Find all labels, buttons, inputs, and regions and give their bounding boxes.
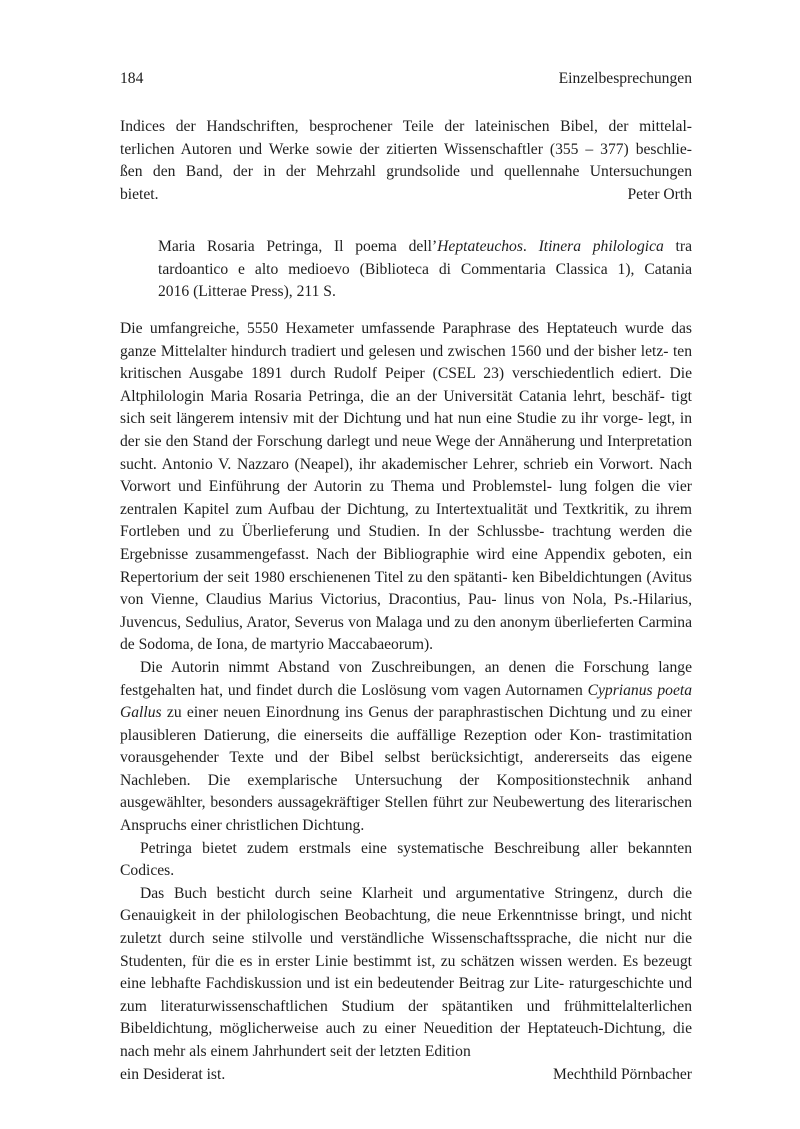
review-paragraph-1: Die umfangreiche, 5550 Hexameter umfassende Paraphrase des Heptateuch wurde das ganze Mittelalter hindurch tradiert und gelesen und zwischen 1560 und der bisher letz- ten kritischen Ausgabe 1891 durch Rudolf Peiper (CSEL 23) verschiedentlich ediert. Die Altphilologin Maria Rosaria Petringa, die an der Universität Catania lehrt, beschäf- tigt sich seit längerem intensiv mit der Dichtung und hat nun eine Studie zu ihr vorge- legt, in der sie den Stand der Forschung darlegt und neue Wege der Annäherung und Interpretation sucht. Antonio V. Nazzaro (Neapel), ihr akademischer Lehrer, schrieb ein Vorwort. Nach Vorwort und Einführung der Autorin zu Thema und Problemstel- lung folgen die vier zentralen Kapitel zum Aufbau der Dichtung, zu Intertextualität und Textkritik, zu ihrem Fortleben und zu Überlieferung und Studien. In der Schlussbe- trachtung werden die Ergebnisse zusammengefasst. Nach der Bibliographie wird eine Appendix geboten, ein Repertorium der seit 1980 erschienenen Titel zu den spätanti- ken Bibeldichtungen (Avitus von Vienne, Claudius Marius Victorius, Dracontius, Pau- linus von Nola, Ps.-Hilarius, Juvencus, Sedulius, Arator, Severus von Malaga und zu den anonym überlieferten Carmina de Sodoma, de Iona, de martyrio Maccabaeorum).: [120, 320, 692, 654]
review-p2-part-a: Die Autorin nimmt Abstand von Zuschreibungen, an denen die Forschung lange festgehalten hat, und findet durch die Loslösung vom vagen Autornamen: [120, 658, 692, 699]
prev-reviewer-name: Peter Orth: [627, 185, 692, 203]
citation-title-heptateuchos: Heptateuchos: [437, 238, 523, 255]
previous-review-ending: [120, 116, 692, 206]
review-p2-part-b: zu einer neuen Einordnung ins Genus der paraphrastischen Dichtung und zu einer plausibleren Datierung, die einerseits die auffällige Rezeption oder Kon- trastimitation vorausgehender Texte und der Bibel selbst berücksichtigt, andererseits das eigene Nachleben. Die exemplarische Untersuchung der Kompositionstechnik anhand ausgewählter, besonders aussagekräftiger Stellen führt zur Neubewertung des literarischen Anspruchs einer christlichen Dichtung.: [120, 704, 692, 835]
review-last-line: ein Desiderat ist.: [120, 1065, 226, 1083]
prev-review-signature-line: [120, 184, 692, 207]
review-signature-line: [120, 1064, 692, 1087]
citation-title-itinera: Itinera philologica: [538, 238, 664, 255]
citation-line-3: 2016 (Litterae Press), 211 S.: [158, 283, 336, 301]
reviewer-name: Mechthild Pörnbacher: [552, 1065, 692, 1083]
citation-line-2: tardoantico e alto medioevo (Biblioteca di Commentaria Classica 1), Catania: [158, 260, 692, 278]
prev-review-line-2: terlichen Autoren und Werke sowie der zitierten Wissenschaftler (355 – 377) beschlie-: [120, 140, 692, 158]
citation-author: Maria Rosaria Petringa, Il poema dell’: [158, 238, 438, 255]
page-number: 184: [120, 70, 144, 87]
review-paragraph-2: [120, 657, 692, 838]
citation-line-1: [158, 236, 692, 259]
citation-after-title: tra: [663, 238, 692, 255]
review-paragraph-3: Petringa bietet zudem erstmals eine systematische Beschreibung aller bekannten Codices.: [120, 839, 692, 880]
book-citation: [158, 236, 692, 304]
prev-review-line-1: Indices der Handschriften, besprochener Teile der lateinischen Bibel, der mittelal-: [120, 118, 692, 135]
running-head: [120, 70, 692, 94]
review-p2-italic: Cyprianus poeta Gallus: [120, 681, 692, 722]
citation-separator: .: [522, 238, 539, 255]
prev-review-line-3: ßen den Band, der in der Mehrzahl grundsolide und quellennahe Untersuchungen: [120, 163, 692, 181]
review-body: [120, 318, 692, 1086]
review-paragraph-4: Das Buch besticht durch seine Klarheit und argumentative Stringenz, durch die Genauigkeit in der philologischen Beobachtung, die neue Erkenntnisse bringt, und nicht zuletzt durch seine stilvolle und verständliche Wissenschaftssprache, die nicht nur die Studenten, für die es in erster Linie bestimmt ist, zu schätzen wissen werden. Es bezeugt eine lebhafte Fachdiskussion und ist ein bedeutender Beitrag zur Lite- raturgeschichte und zum literaturwissenschaftlichen Studium der spätantiken und frühmittelalterlichen Bibeldichtung, möglicherweise auch zu einer Neuedition der Heptateuch-Dichtung, die nach mehr als einem Jahrhundert seit der letzten Edition: [120, 884, 692, 1060]
section-title: Einzelbesprechungen: [558, 70, 692, 87]
prev-review-last-line: bietet.: [120, 185, 159, 203]
